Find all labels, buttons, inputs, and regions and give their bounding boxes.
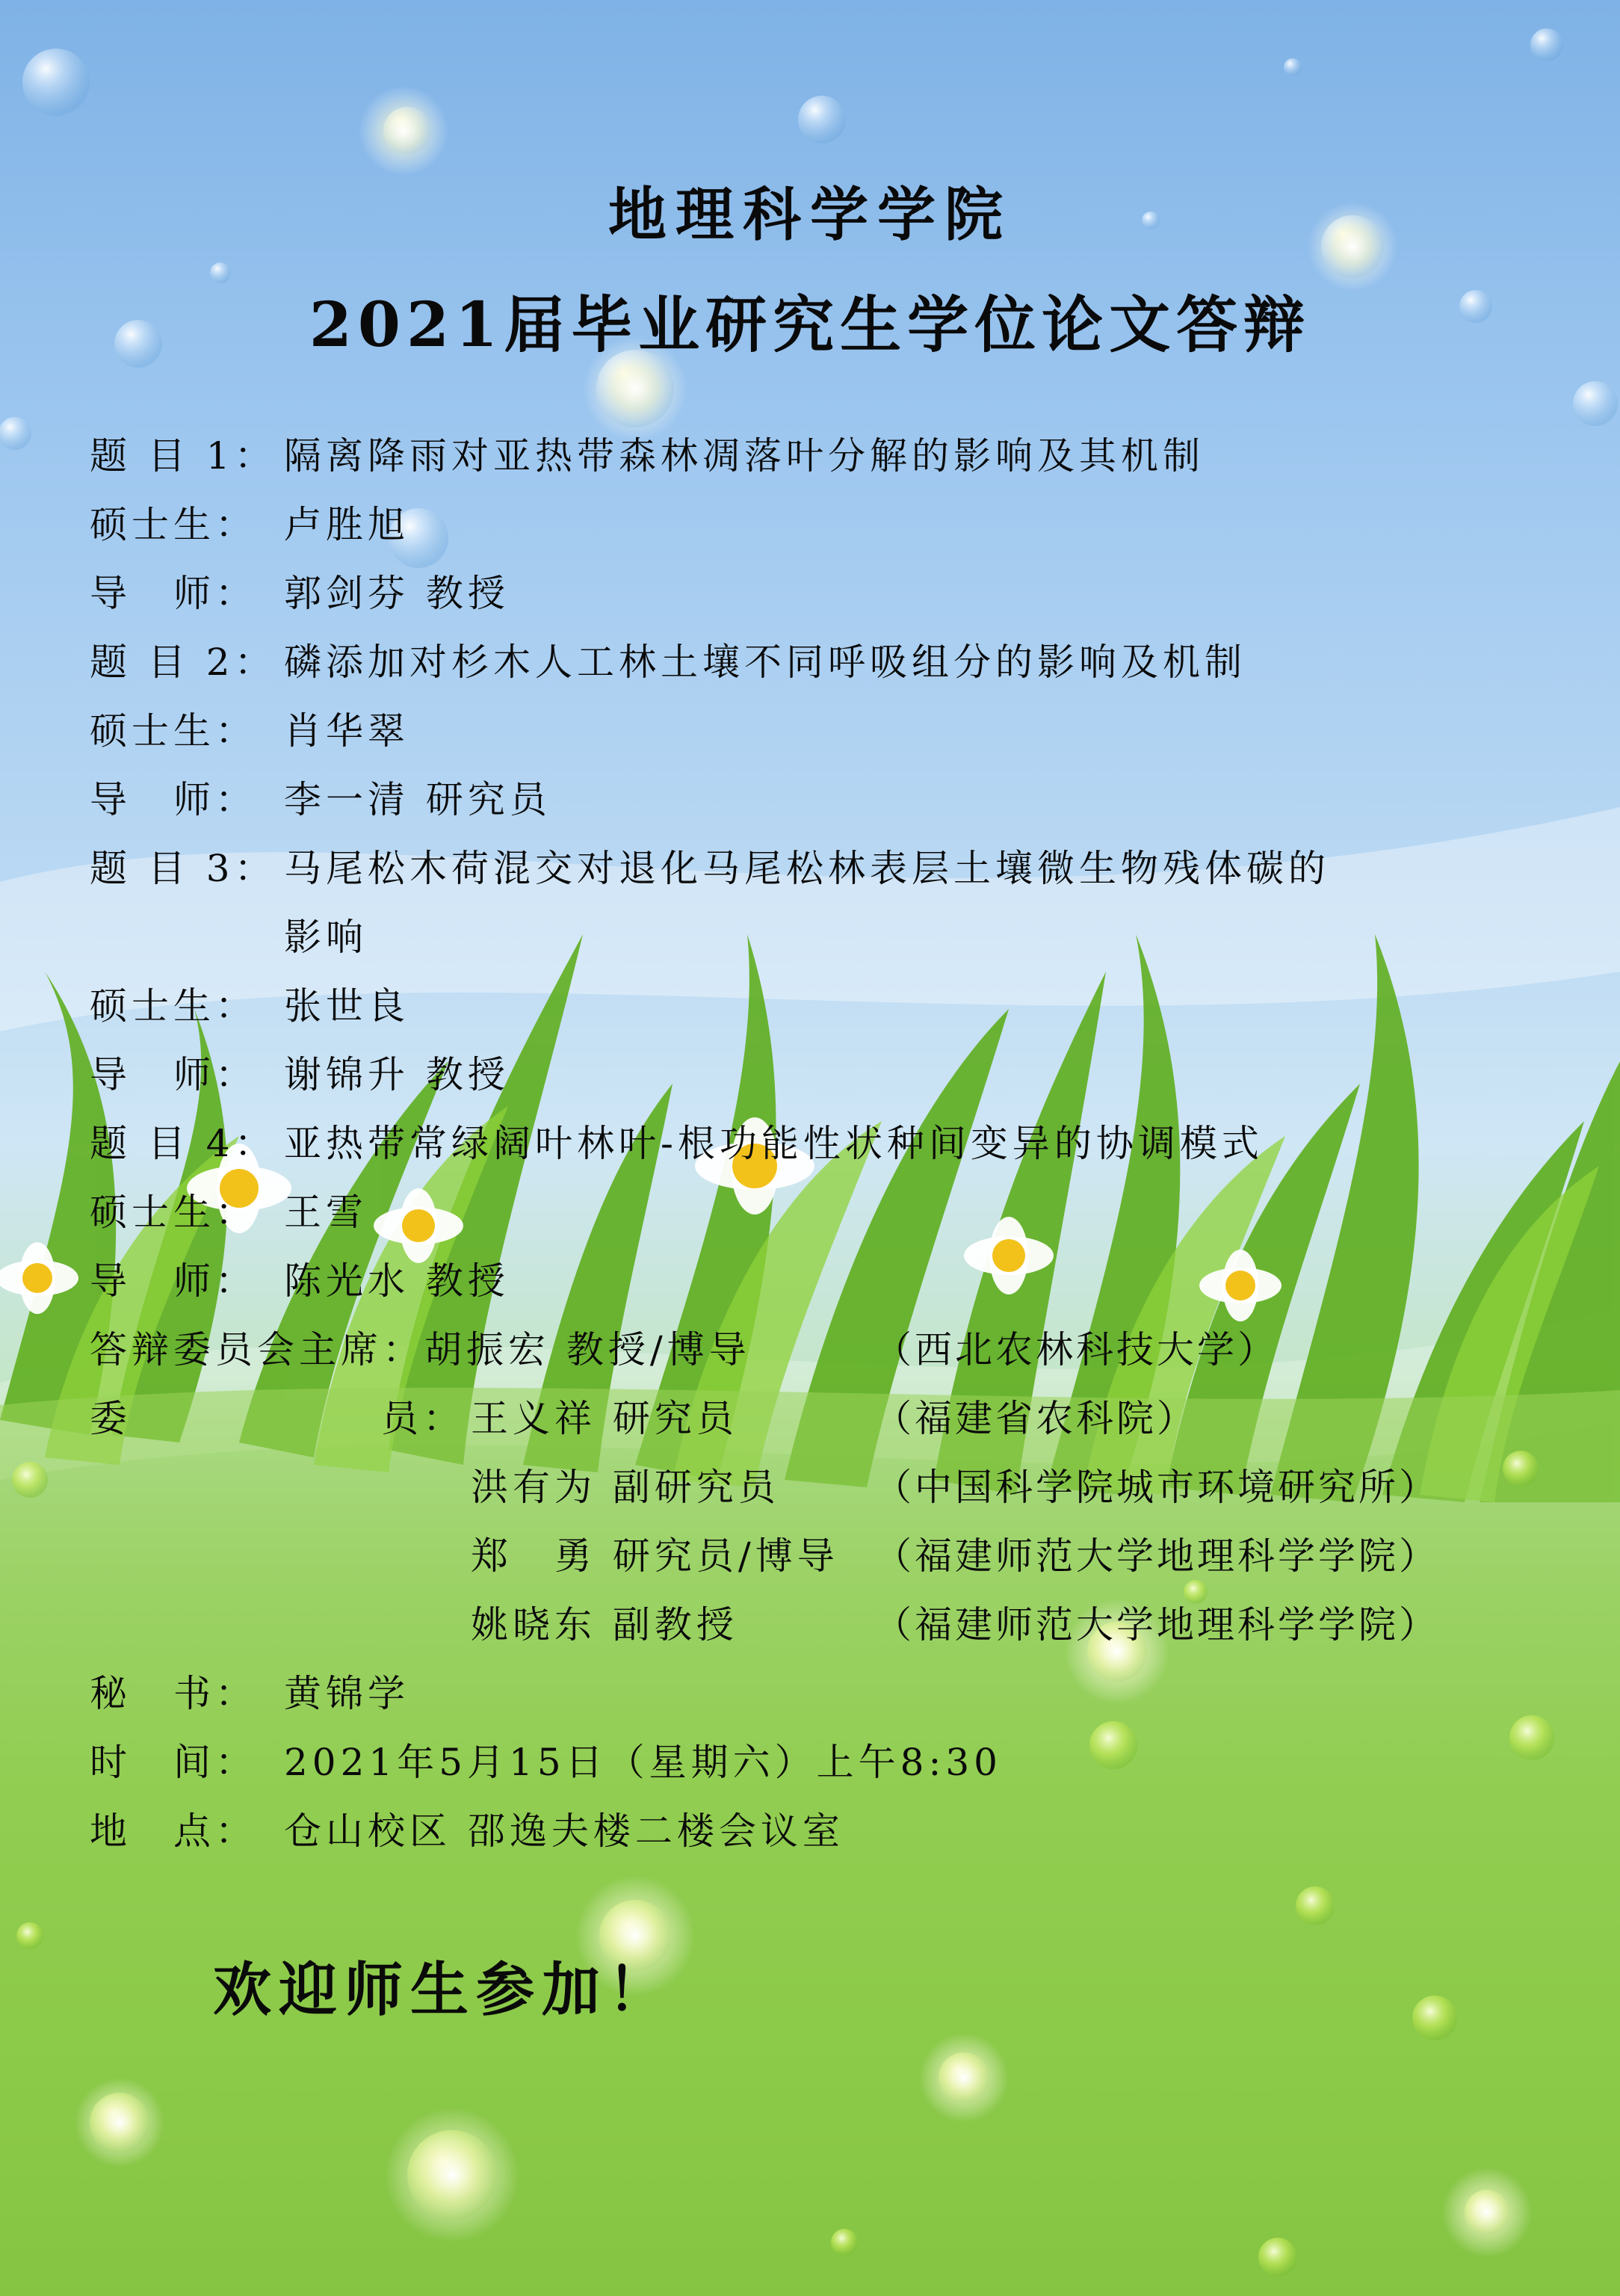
topic-text: 磷添加对杉木人工林土壤不同呼吸组分的影响及机制 bbox=[284, 641, 1246, 684]
time-row bbox=[90, 1732, 1002, 1786]
advisor-label: 导 师： bbox=[90, 572, 257, 615]
defense-2-topic bbox=[90, 632, 1246, 686]
student-label: 硕士生： bbox=[90, 709, 257, 753]
place-label: 地 点： bbox=[90, 1809, 257, 1853]
advisor-label: 导 师： bbox=[90, 1053, 257, 1096]
defense-3-topic-continued bbox=[90, 907, 368, 961]
student-label: 硕士生： bbox=[90, 1191, 257, 1234]
time-label: 时 间： bbox=[90, 1741, 257, 1784]
advisor-label: 导 师： bbox=[90, 778, 257, 821]
topic-label: 题 目 3： bbox=[90, 847, 276, 890]
defense-4-student bbox=[90, 1182, 368, 1236]
members-label-end: 员： bbox=[381, 1397, 465, 1440]
place-value: 仓山校区 邵逸夫楼二楼会议室 bbox=[284, 1809, 844, 1853]
student-name: 王雪 bbox=[284, 1191, 368, 1234]
defense-2-student bbox=[90, 701, 409, 755]
defense-1-student bbox=[90, 495, 409, 549]
advisor-name: 郭剑芬 教授 bbox=[284, 572, 510, 615]
defense-1-advisor bbox=[90, 564, 510, 617]
defense-4-advisor bbox=[90, 1251, 510, 1305]
member-1-org: （福建省农科院） bbox=[874, 1397, 1197, 1440]
member-3-org: （福建师范大学地理科学学院） bbox=[874, 1534, 1439, 1578]
members-label-start: 委 bbox=[90, 1397, 132, 1440]
committee-chair bbox=[90, 1320, 751, 1374]
advisor-name: 李一清 研究员 bbox=[284, 778, 551, 821]
secretary-name: 黄锦学 bbox=[284, 1672, 409, 1715]
chair-org: （西北农林科技大学） bbox=[874, 1328, 1278, 1371]
member-4-name: 姚晓东 副教授 bbox=[471, 1603, 738, 1647]
topic-text: 马尾松木荷混交对退化马尾松林表层土壤微生物残体碳的 bbox=[284, 847, 1330, 890]
student-name: 肖华翠 bbox=[284, 709, 409, 753]
welcome-message: 欢迎师生参加！ bbox=[213, 1956, 674, 2024]
student-name: 张世良 bbox=[284, 984, 409, 1028]
advisor-name: 陈光水 教授 bbox=[284, 1259, 510, 1303]
topic-text: 亚热带常绿阔叶林叶-根功能性状种间变异的协调模式 bbox=[284, 1122, 1264, 1165]
secretary-row bbox=[90, 1664, 409, 1718]
topic-label: 题 目 1： bbox=[90, 434, 276, 478]
topic-label: 题 目 2： bbox=[90, 641, 276, 684]
page-title-line-1: 地理科学学院 bbox=[608, 181, 1012, 249]
topic-text: 隔离降雨对亚热带森林凋落叶分解的影响及其机制 bbox=[284, 434, 1205, 478]
page-title-line-2: 2021届毕业研究生学位论文答辩 bbox=[309, 289, 1311, 361]
advisor-name: 谢锦升 教授 bbox=[284, 1053, 510, 1096]
member-2-name: 洪有为 副研究员 bbox=[471, 1466, 780, 1509]
defense-3-advisor bbox=[90, 1045, 510, 1099]
topic-label: 题 目 4： bbox=[90, 1122, 276, 1165]
time-value: 2021年5月15日（星期六）上午8:30 bbox=[284, 1741, 1002, 1784]
student-label: 硕士生： bbox=[90, 503, 257, 546]
defense-4-topic bbox=[90, 1114, 1264, 1167]
chair-label: 答辩委员会主席： bbox=[90, 1328, 424, 1371]
defense-3-student bbox=[90, 976, 409, 1030]
member-1-name: 王义祥 研究员 bbox=[471, 1397, 738, 1440]
defense-3-topic bbox=[90, 839, 1330, 892]
place-row bbox=[90, 1801, 844, 1855]
topic-text-continued: 影响 bbox=[284, 916, 368, 959]
secretary-label: 秘 书： bbox=[90, 1672, 257, 1715]
advisor-label: 导 师： bbox=[90, 1259, 257, 1303]
student-name: 卢胜旭 bbox=[284, 503, 409, 546]
member-3-name: 郑 勇 研究员/博导 bbox=[471, 1534, 839, 1578]
defense-2-advisor bbox=[90, 770, 551, 824]
member-4-org: （福建师范大学地理科学学院） bbox=[874, 1603, 1439, 1647]
member-2-org: （中国科学院城市环境研究所） bbox=[874, 1466, 1439, 1509]
chair-name: 胡振宏 教授/博导 bbox=[424, 1328, 751, 1371]
student-label: 硕士生： bbox=[90, 984, 257, 1028]
defense-1-topic bbox=[90, 426, 1205, 480]
